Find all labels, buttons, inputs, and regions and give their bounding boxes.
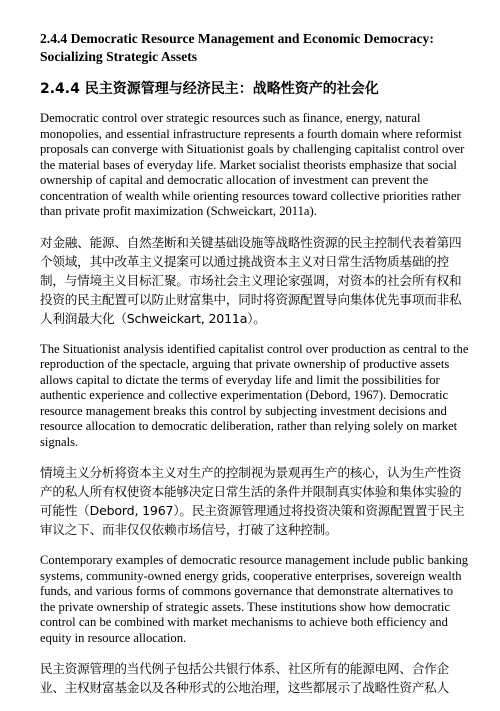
paragraph-chinese-1: 对金融、能源、自然垄断和关键基础设施等战略性资源的民主控制代表着第四个领域，其中改革主义提案可以通过挑战资本主义对日常生活物质基础的控制，与情境主义目标汇聚。市场社会主义理论家强调，对资本的社会所有权和投资的民主配置可以防止财富集中，同时将资源配置导向集体优先事项而非私人利润最大化（Schweickart, 2011a）。 (40, 234, 462, 326)
paragraph-english-1: Democratic control over strategic resources such as finance, energy, natural monopolies, and essential infrastructure represents a fourth domain where reformist proposals can converge with Situationist goals by challenging capitalist control over the material bases of everyday life. Market socialist theorists emphasize that social ownership of capital and democratic allocation of investment can prevent the concentration of wealth while orienting resources toward collective priorities rather than private profit maximization (Schweickart, 2011a). (40, 111, 465, 218)
section-heading-english: 2.4.4 Democratic Resource Management and Economic Democracy: Socializing Strategic Assets (40, 31, 434, 64)
document-page (40, 30, 470, 711)
section-heading-chinese: 2.4.4 民主资源管理与经济民主：战略性资产的社会化 (40, 81, 379, 97)
paragraph-chinese-3: 民主资源管理的当代例子包括公共银行体系、社区所有的能源电网、合作企业、主权财富基金以及各种形式的公地治理，这些都展示了战略性资产私人 (40, 661, 449, 695)
paragraph-english-3: Contemporary examples of democratic resource management include public banking systems, community-owned energy grids, cooperative enterprises, sovereign wealth funds, and various forms of commons governance that demonstrate alternatives to the private ownership of strategic assets. These institutions show how democratic control can be combined with market mechanisms to achieve both efficiency and equity in resource allocation. (40, 553, 469, 645)
paragraph-english-2: The Situationist analysis identified capitalist control over production as central to the reproduction of the spectacle, arguing that private ownership of productive assets allows capital to dictate the terms of everyday life and limit the possibilities for authentic experience and collective experimentation (Debord, 1967). Democratic resource management breaks this control by subjecting investment decisions and resource allocation to democratic deliberation, rather than relying solely on market signals. (40, 341, 469, 449)
paragraph-chinese-2: 情境主义分析将资本主义对生产的控制视为景观再生产的核心，认为生产性资产的私人所有权使资本能够决定日常生活的条件并限制真实体验和集体实验的可能性（Debord, 1967）。民主资源管理通过将投资决策和资源配置置于民主审议之下、而非仅仅依赖市场信号，打破了这种控制。 (40, 465, 465, 537)
